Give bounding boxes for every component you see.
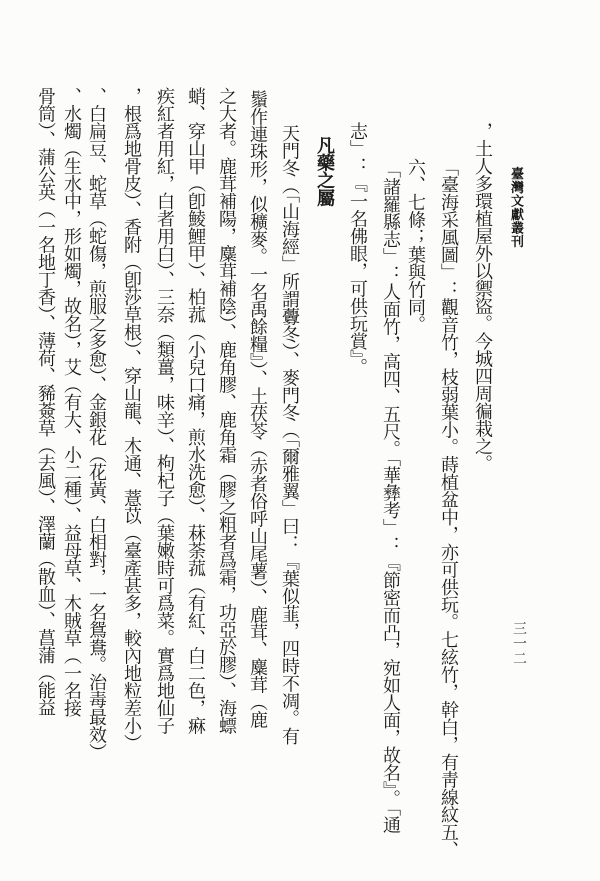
text-column-12: 、白扁豆、蛇草（蛇傷，煎服之多愈）、金銀花（花黃、白相對，一名鴛鴦。治毒最效） — [87, 87, 107, 761]
text-column-10: 疾紅者用紅，白者用白）、三奈（類薑，味辛）、枸杞子（葉嫩時可爲菜。實爲地仙子 — [155, 87, 175, 734]
text-column-01: ，土人多環植屋外以禦盜。今城四周徧栽之。 — [473, 122, 493, 472]
text-column-06: 天門冬（「山海經」所謂虋冬）、麥門冬（「爾雅翼」曰：『葉似韮，四時不凋。有 — [280, 124, 300, 745]
text-column-09: 蛸、穿山甲（卽鯪鯉甲）、柏菰（小兒口痛，煎水洗愈）、菻荼菰（有紅、白二色，痳 — [186, 87, 206, 734]
text-column-13: 、水燭（生水中，形如燭，故名），艾（有大、小二種）、益母草、木賊草（一名接 — [62, 87, 82, 717]
text-column-05: 志」：『一名佛眼，可供玩賞』。 — [348, 122, 368, 376]
section-heading: 凡藥之屬 — [315, 136, 335, 206]
text-column-04: 「諸羅縣志」：人面竹，高四、五尺。「華彝考」：『節密而凸，宛如人面，故名』。「通 — [381, 160, 401, 833]
text-column-11: ，根爲地骨皮）、香附（卽莎草根）、穿山龍、木通、薏苡（臺產甚多，較內地粒差小） — [122, 87, 142, 752]
text-column-08: 之大者。鹿茸補陽，麋茸補陰）、鹿角膠、鹿角霜（膠之粗者爲霜，功亞於膠）、海螵 — [217, 87, 237, 734]
text-column-07: 鬚作連珠形，似穬麥。一名禹餘糧』）、土茯苓（赤者俗呼山尾薯）、鹿茸、麋茸（鹿 — [248, 90, 268, 728]
text-column-14: 骨筒）、蒲公英（一名地丁香）、薄荷、豨薟草（去風）、澤蘭（散血）、菖蒲（能益 — [36, 87, 56, 716]
page-number: 三一二 — [511, 621, 526, 666]
text-column-03: 六、七條；葉與竹同。 — [406, 158, 426, 333]
text-column-02: 「臺海采風圖」：觀音竹，枝弱葉小。蒔植盆中，亦可供玩。七絃竹，幹白，有靑線紋五、 — [439, 158, 459, 858]
running-title: 臺灣文獻叢刊 — [509, 167, 524, 248]
